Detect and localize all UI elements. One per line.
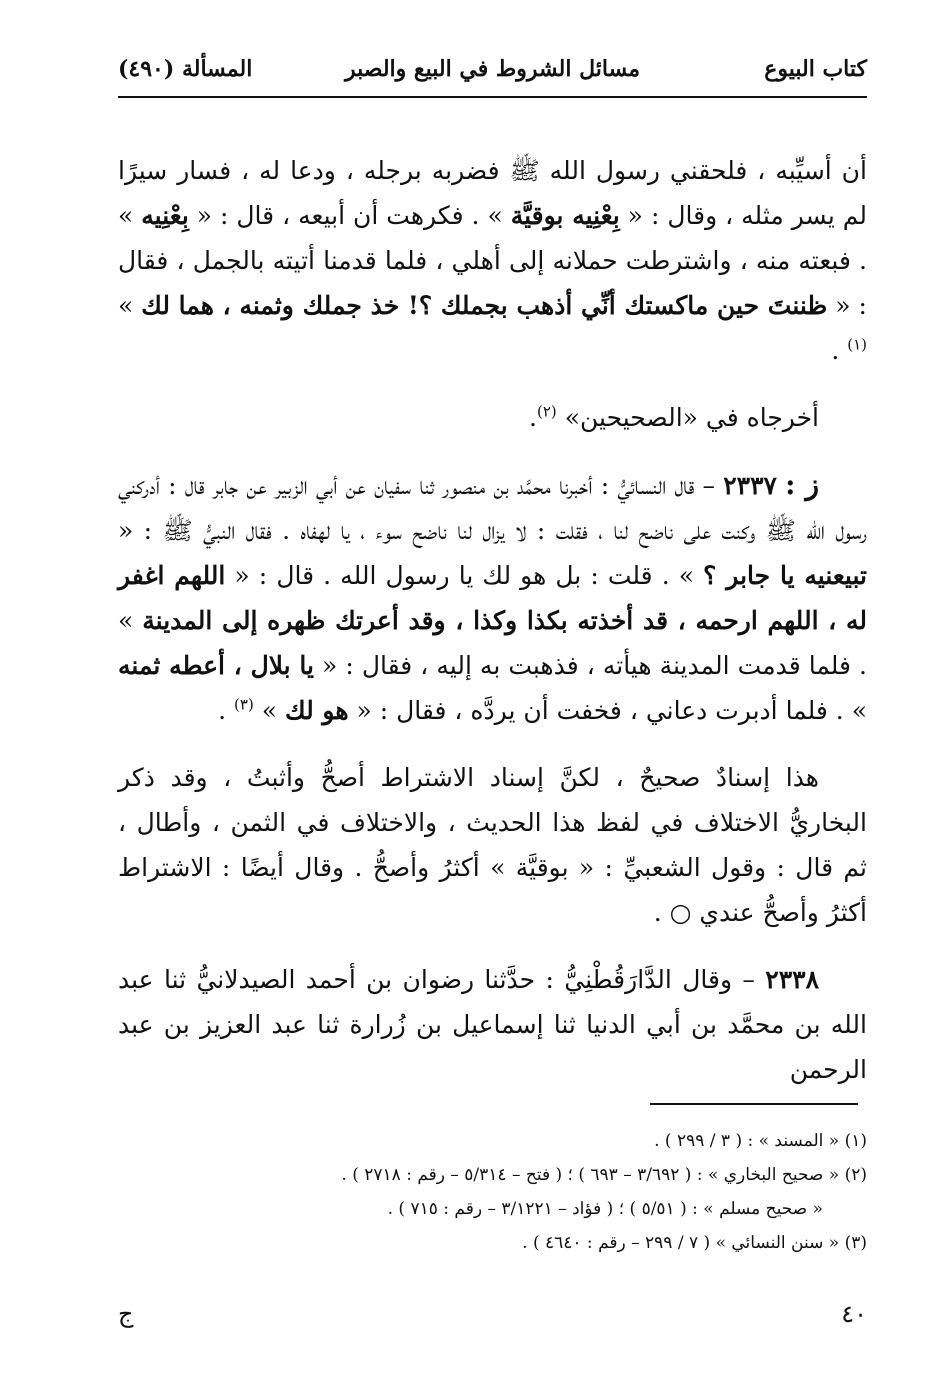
text-run: » . قلت : بل هو لك يا رسول الله . قال : « [225, 561, 704, 590]
addition-marker: ز : [785, 468, 819, 501]
text-run: » [118, 291, 142, 320]
quote-bold: بِعْنِيه [141, 201, 189, 230]
main-text [118, 148, 867, 1114]
footnote-2-continued: « صحيح مسلم » : ( ٥/٥١ ) ؛ ( فؤاد – ٣/١٢٢١ – رقم : ٧١٥ ) . [387, 1199, 823, 1219]
header-divider [118, 96, 867, 98]
text-run: – قال النسائيُّ : أخبرنا محمَّد بن منصور ثنا سفيان عن أبي الزبير عن جابر قال : أدركني رسول الله ﷺ وكنت على ناضح لنا ، فقلت : لا يزال لنا ناضح سوء ، يا لهفاه . فقال النبيُّ ﷺ : « [118, 471, 867, 545]
header-chapter-title: مسائل الشروط في البيع والصبر [344, 56, 641, 82]
paragraph-commentary: هذا إسنادٌ صحيحٌ ، لكنَّ إسناد الاشتراط أصحُّ وأثبتُ ، وقد ذكر البخاريُّ الاختلاف في لفظ هذا الحديث ، والاختلاف في الثمن ، وأطال ، ثم قال : وقول الشعبيِّ : « بوقيَّة » أكثرُ وأصحُّ . وقال أيضًا : الاشتراط أكثرُ وأصحُّ عندي ○ . [118, 763, 867, 927]
footnote-1: (١) « المسند » : ( ٣ / ٢٩٩ ) . [654, 1131, 867, 1151]
quote-bold: هو لك [285, 696, 349, 725]
text-run: » . فلما قدمت المدينة هيأته ، فذهبت به إليه ، فقال : « [118, 606, 867, 680]
paragraph-takhrij [118, 395, 867, 440]
paragraph-hadith-2338 [118, 957, 867, 1092]
hadith-number: ٢٣٣٧ [723, 471, 777, 500]
text-run: » . فكرهت أن أبيعه ، قال : « [188, 201, 511, 230]
text-run: . [831, 336, 848, 365]
footnote-3: (٣) « سنن النسائي » ( ٧ / ٢٩٩ – رقم : ٤٦٤٠ ) . [522, 1233, 867, 1253]
footnote-ref-2[interactable]: (٢) [536, 402, 557, 421]
quote-bold: ظننتَ حين ماكستك أنِّي أذهب بجملك ؟! خذ جملك وثمنه ، هما لك [141, 291, 828, 320]
page-number: ٤٠ [841, 1300, 867, 1328]
footnote-ref-3[interactable]: (٣) [234, 695, 254, 714]
footnote-ref-1[interactable]: (١) [847, 335, 867, 354]
text-run: أن أسيِّبه ، فلحقني رسول الله ﷺ فضربه برجله ، ودعا له ، فسار سيرًا لم يسر مثله ، وقال : « [118, 156, 867, 230]
running-header [118, 56, 867, 96]
header-book-title: كتاب البيوع [764, 56, 867, 82]
text-run: . [529, 403, 537, 432]
footnote-2: (٢) « صحيح البخاري » : ( ٣/٦٩٢ – ٦٩٣ ) ؛ ( فتح – ٥/٣١٤ – رقم : ٢٧١٨ ) . [341, 1165, 867, 1185]
quote-bold: اللهم اغفر له ، اللهم ارحمه ، قد أخذته بكذا وكذا ، وقد أعرتك ظهره إلى المدينة [118, 561, 868, 635]
footnote-divider [650, 1103, 858, 1105]
footnotes [118, 1124, 867, 1260]
quote-bold: بِعْنِيه بوقيَّة [510, 201, 620, 230]
quote-bold: يا بلال ، أعطه ثمنه [118, 651, 315, 680]
text-run: أخرجاه في «الصحيحين» [556, 403, 819, 432]
page-footer [118, 1300, 867, 1340]
quote-bold: تبيعنيه يا جابر ؟ [703, 561, 867, 590]
text-run: . [218, 696, 235, 725]
text-run: » . فبعته منه ، واشترطت حملانه إلى أهلي ، فلما قدمنا أتيته بالجمل ، فقال : « [118, 201, 867, 320]
text-run: » [253, 696, 286, 725]
text-run: » . فلما أدبرت دعاني ، فخفت أن يردَّه ، فقال : « [348, 696, 867, 725]
paragraph-hadith-2337 [118, 462, 867, 733]
paragraph-hadith-text [118, 148, 867, 373]
hadith-number: ٢٣٣٨ [765, 965, 819, 994]
signature-mark: ج [118, 1300, 134, 1328]
header-issue-number: المسألة (٤٩٠) [118, 56, 253, 82]
text-run: – وقال الدَّارَقُطْنِيُّ : حدَّثنا رضوان بن أحمد الصيدلانيُّ ثنا عبد الله بن محمَّد بن أبي الدنيا ثنا إسماعيل بن زُرارة ثنا عبد العزيز بن عبد الرحمن [118, 965, 867, 1084]
